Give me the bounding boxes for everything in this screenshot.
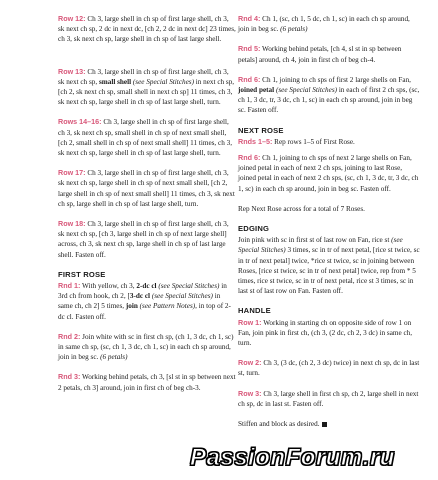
row-label: Row 17: (58, 168, 86, 178)
row-18-instruction: Row 18: Ch 3, large shell in ch sp of first large shell, ch 3, sk next ch sp, [ch 3, large shell in ch sp of next large shell] across, ch 3, sk next ch sp, large shell in ch sp of last large shell. Fasten off. (58, 219, 229, 259)
right-column (238, 14, 420, 439)
row-label: Row 1: (238, 317, 262, 327)
end-square-icon (322, 422, 327, 427)
first-rose-heading: FIRST ROSE (58, 269, 106, 279)
edging-instruction: Join pink with sc in first st of last row on Fan, rice st (see Special Stitches) 3 times, sc in tr of next petal, [rice st twice, sc in tr of next petal] twice, *rice st twice, sc in joining between Roses, [rice st twice, sc in tr of next petal] twice, rep from * 5 times, rice st twice, sc in tr of next petal, rice st 3 times, sc in last st of last row on Fan. Fasten off. (238, 236, 420, 296)
rnd-2-instruction: Rnd 2: Join white with sc in first ch sp, (ch 1, 3 dc, ch 1, sc) in same ch sp, (sc, ch 1, 3 dc, ch 1, sc) in each ch sp around, join in beg sc. (6 petals) (58, 331, 234, 362)
row-12-instruction: Row 12: Ch 3, large shell in ch sp of first large shell, ch 3, sk next ch sp, 2 dc in next dc, [ch 2, 2 dc in next dc] 23 times, ch 3, sk next ch sp, large shell in ch sp of last large shell. (58, 14, 236, 44)
edging-heading: EDGING (238, 224, 270, 234)
rnd-6-instruction: Rnd 6: Ch 1, joining to ch sps of first 2 large shells on Fan, joined petal (see Special Stitches) in each of first 2 ch sps, (sc, ch 1, 3 dc, tr, 3 dc, ch 1, sc) in each ch sp around, join in beg sc. Fasten off. (238, 74, 420, 115)
handle-row-3-instruction: Row 3: Ch 3, large shell in first ch sp, ch 2, large shell in next ch sp, dc in last st. Fasten off. (238, 388, 419, 408)
rnd-4-instruction: Rnd 4: Ch 1, (sc, ch 1, 5 dc, ch 1, sc) in each ch sp around, join in beg sc. (6 petals) (238, 14, 410, 34)
handle-heading: HANDLE (238, 306, 271, 316)
row-label: Rnd 4: (238, 14, 261, 23)
rnds-1-5-instruction: Rnds 1–5: Rep rows 1–5 of First Rose. (238, 136, 355, 146)
row-label: Rnds 1–5: (238, 136, 273, 146)
rnd-5-instruction: Rnd 5: Working behind petals, [ch 4, sl st in sp between petals] around, ch 4, join in first ch of beg ch-4. (238, 44, 402, 64)
row-label: Rnd 2: (58, 331, 81, 341)
rnd-1-instruction: Rnd 1: With yellow, ch 3, 2-dc cl (see Special Stitches) in 3rd ch from hook, ch 2, [3-dc cl (see Special Stitches) in same ch, ch 2] 5 times, join (see Pattern Notes), in top of 2-dc cl. Fasten off. (58, 281, 231, 321)
row-label: Rnd 1: (58, 281, 81, 291)
row-13-instruction: Row 13: Ch 3, large shell in ch sp of first large shell, ch 3, sk next ch sp, small shell (see Special Stitches) in next ch sp, [ch 2, sk next ch sp, small shell in next ch sp] 11 times, ch 3, sk next ch sp, large shell in ch sp of last large shell, turn. (58, 66, 235, 107)
handle-row-2-instruction: Row 2: Ch 3, (3 dc, (ch 2, 3 dc) twice) in next ch sp, dc in last st, turn. (238, 358, 420, 378)
watermark: PassionForum.ru (190, 444, 395, 471)
stiffen-note: Stiffen and block as desired. (238, 419, 420, 429)
rnd-6-next-rose-instruction: Rnd 6: Ch 1, joining to ch sps of next 2 large shells on Fan, joined petal in each of next 2 ch sps, joining to last Rose, joined petal in each of next 2 ch sps, (sc, ch 1, 3 dc, tr, 3 dc, ch 1, sc) in each ch sp around, join in beg sc. Fasten off. (238, 153, 419, 193)
row-label: Row 13: (58, 66, 86, 76)
handle-row-1-instruction: Row 1: Working in starting ch on opposite side of row 1 on Fan, join pink in first ch, (ch 3, (2 dc, ch 2, 3 dc) in same ch, turn. (238, 317, 413, 348)
repeat-roses-note: Rep Next Rose across for a total of 7 Roses. (238, 204, 365, 213)
rnd-3-instruction: Rnd 3: Working behind petals, ch 3, [sl st in sp between next 2 petals, ch 3] around, join in first ch of beg ch-3. (58, 372, 236, 392)
row-label: Row 3: (238, 388, 262, 398)
row-label: Row 18: (58, 219, 86, 229)
row-label: Row 2: (238, 358, 262, 368)
row-label: Rnd 6: (238, 74, 261, 84)
left-column (58, 14, 236, 403)
row-label: Rnd 3: (58, 372, 81, 382)
row-label: Rnd 5: (238, 44, 261, 54)
rows-14-16-instruction: Rows 14–16: Ch 3, large shell in ch sp of first large shell, ch 3, sk next ch sp, small shell in ch sp of next small shell, [ch 2, small shell in ch sp of next small shell] 11 times, ch 3, sk next ch sp, large shell in ch sp of last large shell, turn. (58, 117, 233, 158)
next-rose-heading: NEXT ROSE (238, 125, 284, 135)
row-label: Row 12: (58, 14, 86, 23)
row-label: Rnd 6: (238, 153, 261, 163)
row-17-instruction: Row 17: Ch 3, large shell in ch sp of first large shell, ch 3, sk next ch sp, large shell in ch sp of next small shell, [ch 2, large shell in ch sp of next small shell] 11 times, ch 3, sk next ch sp, large shell in ch sp of last large shell, turn. (58, 168, 235, 208)
row-label: Rows 14–16: (58, 117, 102, 127)
